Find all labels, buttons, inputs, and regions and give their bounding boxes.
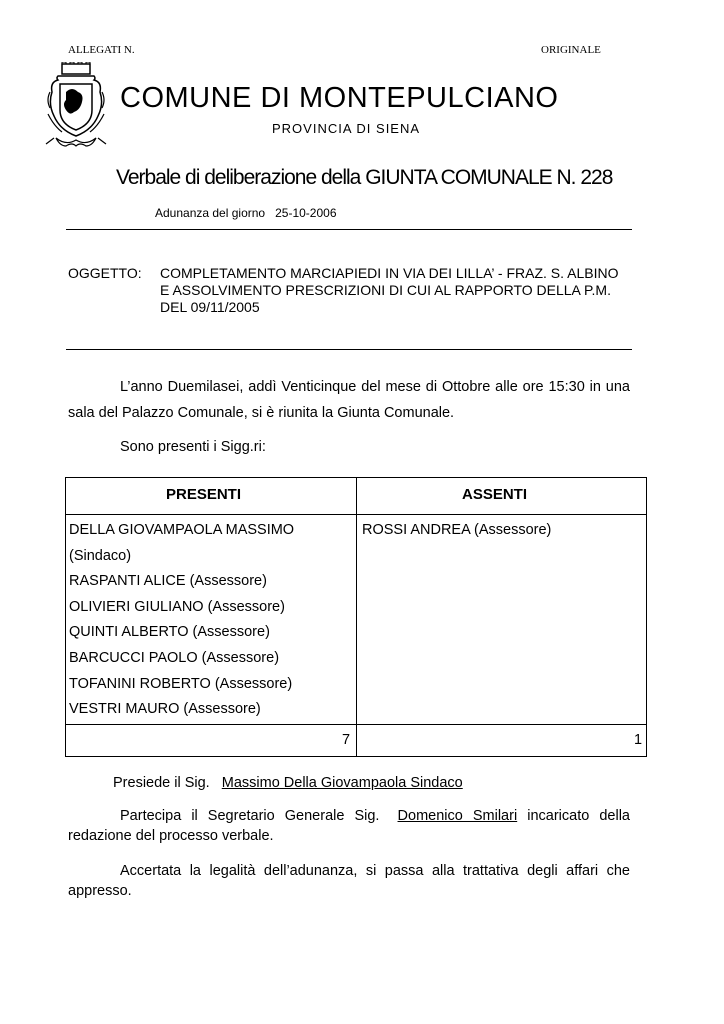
list-item: OLIVIERI GIULIANO (Assessore): [69, 598, 285, 615]
presenti-count: 7: [342, 732, 351, 748]
divider: [66, 349, 632, 350]
accertata-paragraph: Accertata la legalità dell’adunanza, si passa alla trattativa degli affari che appresso.: [68, 863, 630, 899]
presiede-label: Presiede il Sig.: [113, 775, 210, 791]
presiede-name: Massimo Della Giovampaola Sindaco: [221, 775, 463, 791]
table-divider: [356, 478, 357, 756]
list-item: BARCUCCI PAOLO (Assessore): [69, 649, 280, 666]
adunanza-line: [155, 206, 337, 220]
list-item: TOFANINI ROBERTO (Assessore): [69, 675, 293, 692]
list-item: RASPANTI ALICE (Assessore): [69, 573, 267, 590]
adunanza-label: Adunanza del giorno: [155, 206, 266, 220]
comune-title: COMUNE DI MONTEPULCIANO: [120, 82, 559, 114]
verbale-title: Verbale di deliberazione della GIUNTA COMUNALE N. 228: [116, 166, 613, 189]
list-item: QUINTI ALBERTO (Assessore): [69, 624, 270, 641]
presenti-list: [69, 518, 294, 723]
intro-paragraph: L’anno Duemilasei, addì Venticinque del mese di Ottobre alle ore 15:30 in una sala del Palazzo Comunale, si è riunita la Giunta Comunale.: [68, 379, 630, 421]
presenti-line: Sono presenti i Sigg.ri:: [120, 439, 266, 455]
list-item: (Sindaco): [69, 547, 132, 564]
adunanza-date: 25-10-2006: [275, 206, 337, 220]
partecipa-rest: incaricato della redazione del processo verbale.: [68, 808, 630, 844]
assenti-header: ASSENTI: [462, 486, 528, 503]
originale-label: ORIGINALE: [541, 44, 601, 56]
divider: [66, 229, 632, 230]
list-item: VESTRI MAURO (Assessore): [69, 701, 261, 718]
province-label: PROVINCIA DI SIENA: [272, 121, 421, 136]
coat-of-arms-icon: [44, 62, 108, 152]
oggetto-label: OGGETTO:: [68, 265, 142, 281]
partecipa-name: Domenico Smilari: [397, 808, 518, 824]
partecipa-label: Partecipa il Segretario Generale Sig.: [120, 808, 380, 824]
presenti-header: PRESENTI: [166, 486, 242, 503]
presiede-line: [113, 770, 463, 796]
partecipa-paragraph: [68, 806, 630, 846]
table-divider: [66, 724, 646, 725]
allegati-label: ALLEGATI N.: [68, 44, 135, 56]
list-item: ROSSI ANDREA (Assessore): [362, 522, 552, 538]
assenti-list: [362, 518, 551, 544]
attendance-table: [65, 477, 647, 757]
table-divider: [66, 514, 646, 515]
list-item: DELLA GIOVAMPAOLA MASSIMO: [69, 522, 295, 538]
oggetto-text: COMPLETAMENTO MARCIAPIEDI IN VIA DEI LILLA’ - FRAZ. S. ALBINO E ASSOLVIMENTO PRESCRIZIONI DI CUI AL RAPPORTO DELLA P.M. DEL 09/11/2005: [160, 265, 619, 315]
assenti-count: 1: [634, 732, 643, 748]
